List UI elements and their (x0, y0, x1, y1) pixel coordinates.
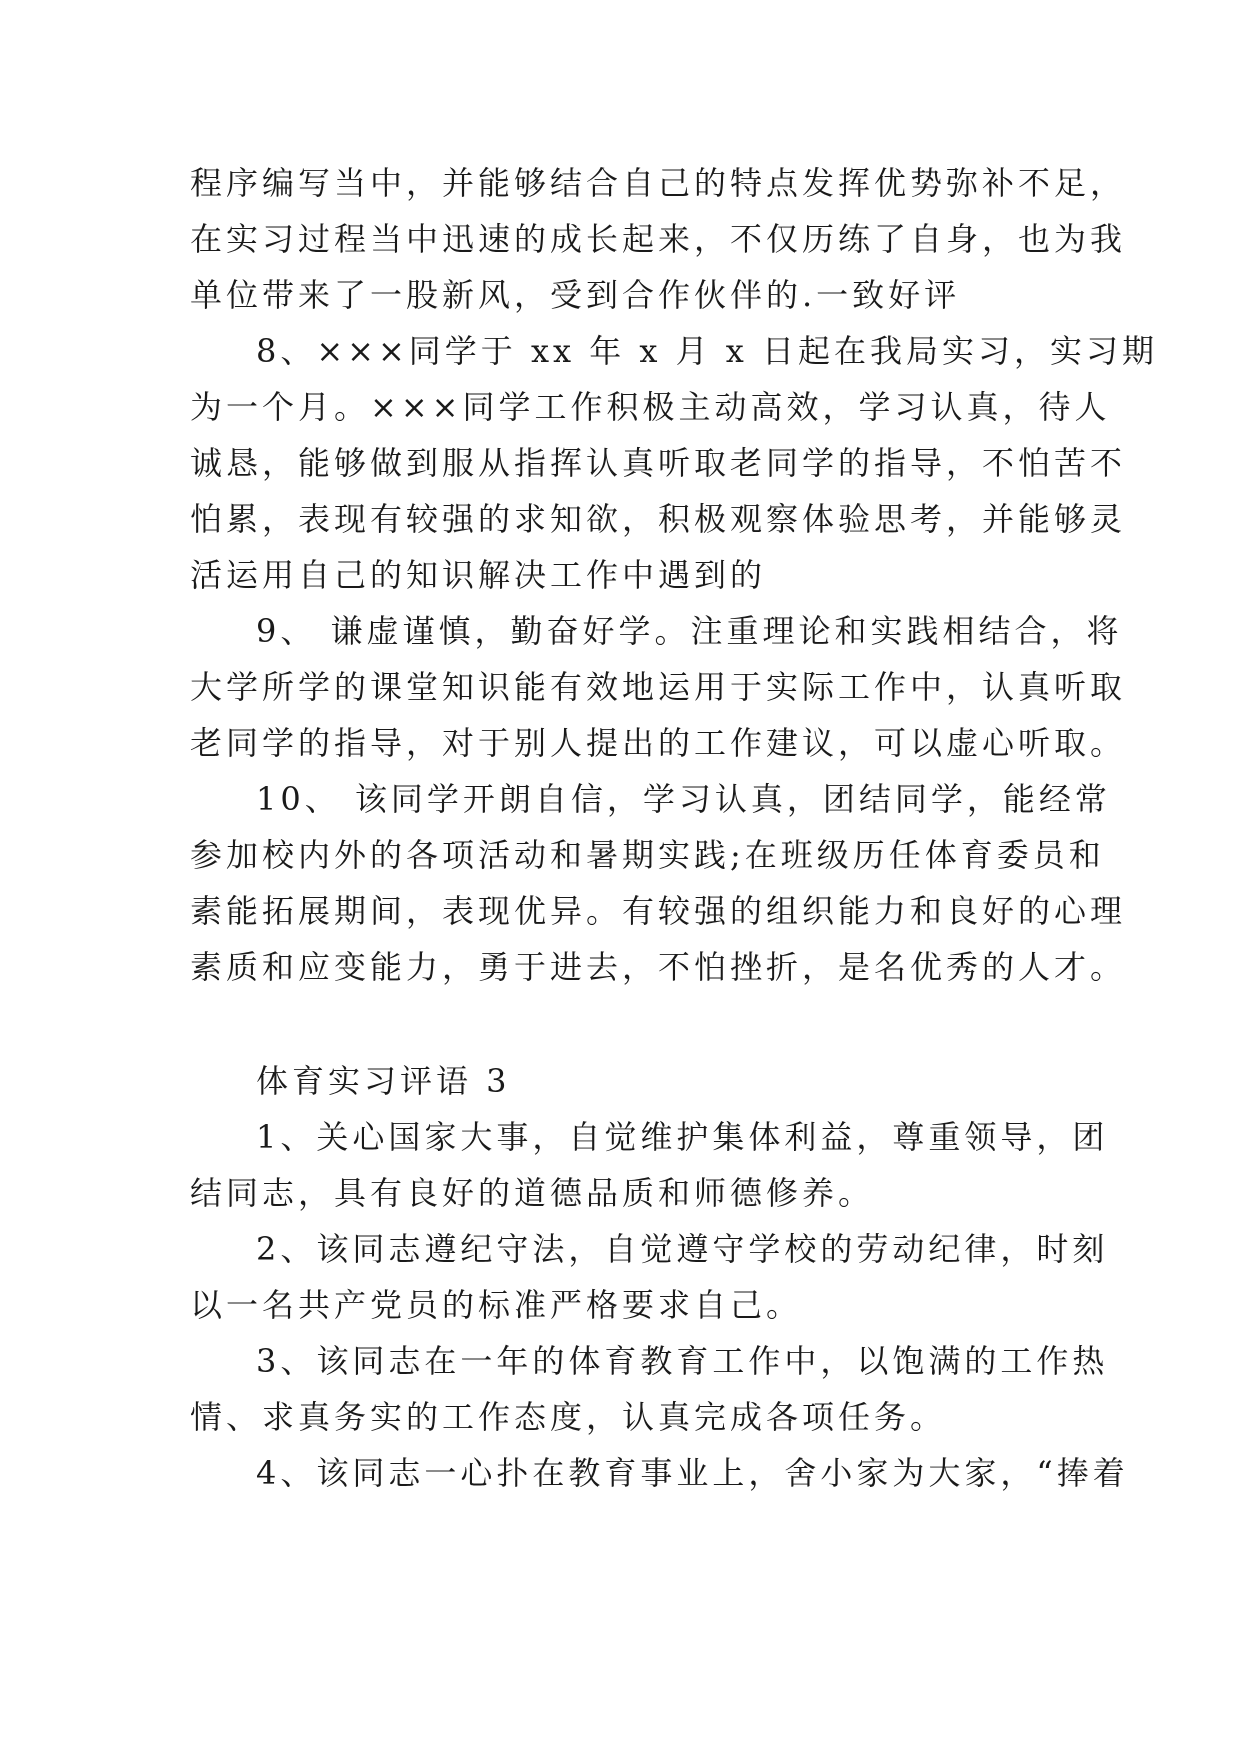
paragraph-8 (190, 323, 1159, 603)
paragraph-7-continuation (190, 155, 1127, 323)
section-item-4 (190, 1445, 1129, 1501)
text-line: 活运用自己的知识解决工作中遇到的 (190, 556, 767, 594)
text-line: 在实习过程当中迅速的成长起来，不仅历练了自身，也为我 (190, 220, 1127, 258)
text-line: 程序编写当中，并能够结合自己的特点发挥优势弥补不足， (190, 164, 1127, 202)
text-line: 为一个月。×××同学工作积极主动高效，学习认真，待人 (190, 388, 1111, 426)
section-spacer (190, 995, 1060, 1053)
text-line: 素能拓展期间，表现优异。有较强的组织能力和良好的心理 (190, 892, 1127, 930)
text-line: 大学所学的课堂知识能有效地运用于实际工作中，认真听取 (190, 668, 1127, 706)
text-line: 老同学的指导，对于别人提出的工作建议，可以虚心听取。 (190, 724, 1127, 762)
text-line: 4、该同志一心扑在教育事业上，舍小家为大家，“捧着 (256, 1454, 1129, 1492)
paragraph-10 (190, 771, 1127, 995)
text-line: 9、 谦虚谨慎，勤奋好学。注重理论和实践相结合，将 (256, 612, 1123, 650)
text-line: 参加校内外的各项活动和暑期实践;在班级历任体育委员和 (190, 836, 1105, 874)
text-line: 单位带来了一股新风，受到合作伙伴的.一致好评 (190, 276, 961, 314)
section-heading: 体育实习评语 3 (256, 1062, 511, 1100)
text-line: 8、×××同学于 xx 年 x 月 x 日起在我局实习，实习期 (256, 332, 1159, 370)
text-line: 1、关心国家大事，自觉维护集体利益，尊重领导，团 (256, 1118, 1109, 1156)
text-line: 10、 该同学开朗自信，学习认真，团结同学，能经常 (256, 780, 1111, 818)
section-item-3 (190, 1333, 1109, 1445)
text-line: 3、该同志在一年的体育教育工作中，以饱满的工作热 (256, 1342, 1109, 1380)
paragraph-9 (190, 603, 1127, 771)
document-body (190, 155, 1159, 1501)
text-line: 素质和应变能力，勇于进去，不怕挫折，是名优秀的人才。 (190, 948, 1127, 986)
text-line: 以一名共产党员的标准严格要求自己。 (190, 1286, 803, 1324)
text-line: 情、求真务实的工作态度，认真完成各项任务。 (190, 1398, 947, 1436)
text-line: 结同志，具有良好的道德品质和师德修养。 (190, 1174, 875, 1212)
section-item-1 (190, 1109, 1109, 1221)
text-line: 诚恳，能够做到服从指挥认真听取老同学的指导，不怕苦不 (190, 444, 1127, 482)
text-line: 怕累，表现有较强的求知欲，积极观察体验思考，并能够灵 (190, 500, 1127, 538)
text-line: 2、该同志遵纪守法，自觉遵守学校的劳动纪律，时刻 (256, 1230, 1109, 1268)
section-item-2 (190, 1221, 1109, 1333)
